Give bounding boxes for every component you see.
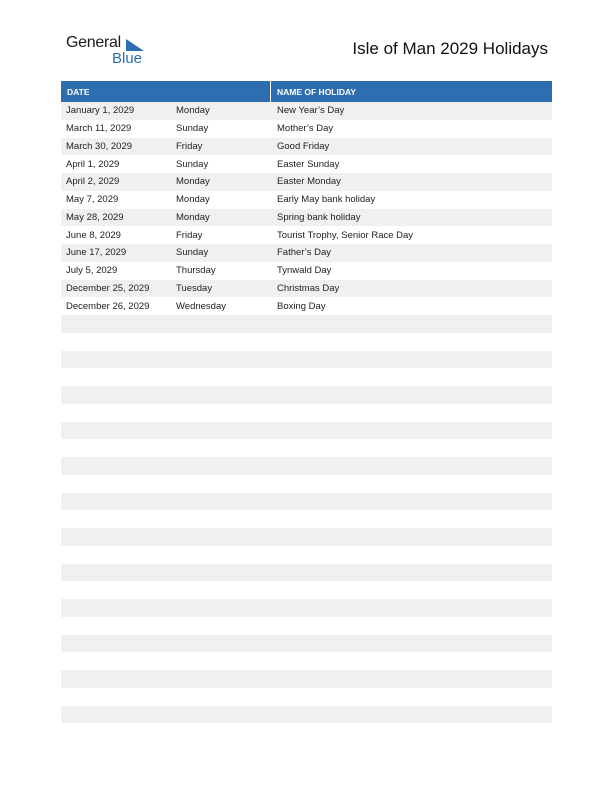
holiday-name: Mother’s Day <box>277 123 334 135</box>
holiday-weekday: Monday <box>176 176 210 188</box>
empty-table-row <box>61 457 552 475</box>
empty-table-row <box>61 581 552 599</box>
empty-table-row <box>61 670 552 688</box>
holiday-weekday: Wednesday <box>176 300 226 312</box>
holiday-weekday: Monday <box>176 105 210 117</box>
table-row <box>61 138 552 156</box>
holiday-date: December 26, 2029 <box>66 300 150 312</box>
holiday-date: January 1, 2029 <box>66 105 135 117</box>
table-row <box>61 280 552 298</box>
empty-table-row <box>61 351 552 369</box>
holiday-weekday: Sunday <box>176 123 209 135</box>
table-row <box>61 155 552 173</box>
holiday-weekday: Friday <box>176 140 203 152</box>
holiday-date: May 7, 2029 <box>66 194 119 206</box>
empty-table-row <box>61 333 552 351</box>
holiday-date: April 2, 2029 <box>66 176 120 188</box>
logo-text-blue: Blue <box>112 50 143 67</box>
table-row <box>61 120 552 138</box>
holiday-date: March 11, 2029 <box>66 123 132 135</box>
table-row <box>61 297 552 315</box>
holiday-name: Christmas Day <box>277 282 340 294</box>
holiday-date: June 8, 2029 <box>66 229 121 241</box>
column-header-date: DATE <box>61 81 271 102</box>
holiday-name: Easter Sunday <box>277 158 340 170</box>
holiday-name: Early May bank holiday <box>277 194 376 206</box>
empty-table-row <box>61 475 552 493</box>
table-row <box>61 102 552 120</box>
holiday-weekday: Sunday <box>176 158 209 170</box>
empty-table-row <box>61 617 552 635</box>
holiday-name: Easter Monday <box>277 176 341 188</box>
empty-table-row <box>61 493 552 511</box>
holiday-weekday: Monday <box>176 211 210 223</box>
document-title: Isle of Man 2029 Holidays <box>352 39 548 58</box>
table-body <box>61 102 552 723</box>
brand-logo <box>66 34 156 70</box>
empty-table-row <box>61 510 552 528</box>
holidays-table <box>61 81 552 723</box>
holiday-name: Good Friday <box>277 140 330 152</box>
empty-table-row <box>61 404 552 422</box>
empty-table-row <box>61 368 552 386</box>
holiday-weekday: Sunday <box>176 247 209 259</box>
table-row <box>61 209 552 227</box>
empty-table-row <box>61 564 552 582</box>
holiday-weekday: Monday <box>176 194 210 206</box>
empty-table-row <box>61 652 552 670</box>
empty-table-row <box>61 386 552 404</box>
holiday-name: Tynwald Day <box>277 265 332 277</box>
table-row <box>61 262 552 280</box>
table-row <box>61 173 552 191</box>
holiday-weekday: Friday <box>176 229 203 241</box>
empty-table-row <box>61 635 552 653</box>
column-header-holiday-name: NAME OF HOLIDAY <box>277 86 357 97</box>
empty-table-row <box>61 528 552 546</box>
holiday-name: Spring bank holiday <box>277 211 361 223</box>
holiday-date: June 17, 2029 <box>66 247 127 259</box>
empty-table-row <box>61 439 552 457</box>
holiday-date: May 28, 2029 <box>66 211 124 223</box>
empty-table-row <box>61 706 552 724</box>
table-header <box>61 81 552 102</box>
table-row <box>61 191 552 209</box>
logo-text-general: General <box>66 34 121 51</box>
table-row <box>61 226 552 244</box>
holiday-date: April 1, 2029 <box>66 158 120 170</box>
holiday-date: July 5, 2029 <box>66 265 118 277</box>
empty-table-row <box>61 546 552 564</box>
empty-table-row <box>61 688 552 706</box>
holiday-weekday: Tuesday <box>176 282 213 294</box>
empty-table-row <box>61 422 552 440</box>
holiday-weekday: Thursday <box>176 265 216 277</box>
holiday-name: Boxing Day <box>277 300 326 312</box>
holiday-date: March 30, 2029 <box>66 140 133 152</box>
table-row <box>61 244 552 262</box>
holiday-name: Father’s Day <box>277 247 332 259</box>
holiday-date: December 25, 2029 <box>66 282 150 294</box>
empty-table-row <box>61 599 552 617</box>
empty-table-row <box>61 315 552 333</box>
holiday-name: Tourist Trophy, Senior Race Day <box>277 229 414 241</box>
holiday-name: New Year’s Day <box>277 105 345 117</box>
